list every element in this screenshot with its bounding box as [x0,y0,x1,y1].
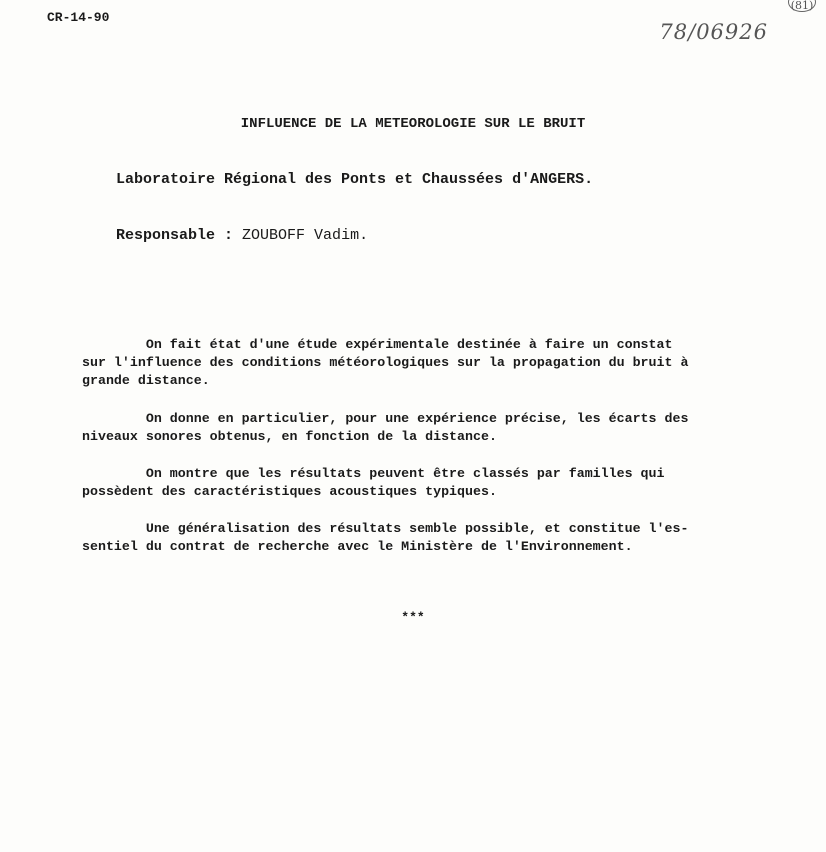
end-mark: *** [401,610,425,625]
paragraph-line: possèdent des caractéristiques acoustiques typiques. [82,484,497,499]
responsable-separator: : [215,227,243,244]
abstract-paragraph-2 [82,410,812,446]
paragraph-line: On montre que les résultats peuvent être classés par familles qui [82,466,665,481]
abstract-paragraph-4 [82,520,812,556]
responsable-line [116,227,368,244]
document-code: CR-14-90 [47,10,110,25]
paragraph-line: niveaux sonores obtenus, en fonction de la distance. [82,429,497,444]
responsable-name: ZOUBOFF Vadim. [242,227,369,244]
document-title: INFLUENCE DE LA METEOROLOGIE SUR LE BRUIT [240,116,586,132]
handwritten-reference-number: 78/06926 [659,20,768,44]
paragraph-line: sentiel du contrat de recherche avec le Ministère de l'Environnement. [82,539,633,554]
paragraph-line: On donne en particulier, pour une expérience précise, les écarts des [82,411,689,426]
responsable-label: Responsable [116,227,216,244]
paragraph-line: sur l'influence des conditions météorologiques sur la propagation du bruit à [82,355,689,370]
circled-page-mark: (81) [788,0,816,12]
abstract-paragraph-1 [82,336,812,390]
laboratory-name: Laboratoire Régional des Ponts et Chaussées d'ANGERS. [116,171,594,188]
paragraph-line: Une généralisation des résultats semble possible, et constitue l'es- [82,521,689,536]
abstract-paragraph-3 [82,465,812,501]
paragraph-line: grande distance. [82,373,210,388]
paragraph-line: On fait état d'une étude expérimentale destinée à faire un constat [82,337,673,352]
